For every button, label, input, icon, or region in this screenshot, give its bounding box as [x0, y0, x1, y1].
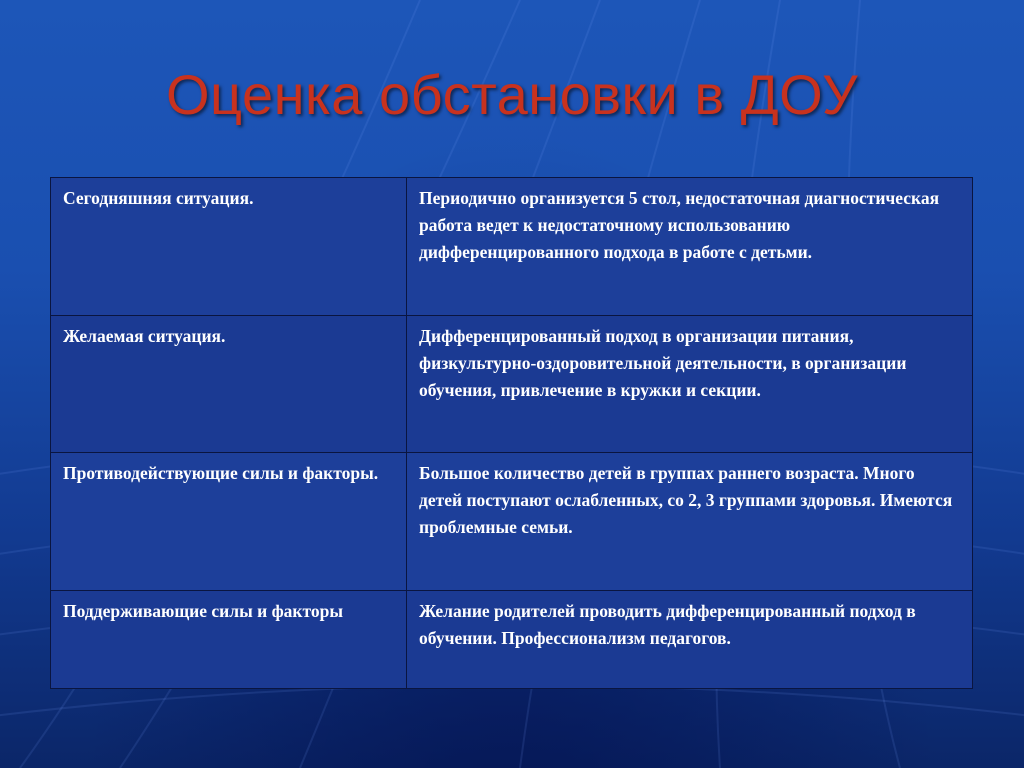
situation-table — [50, 177, 973, 689]
table-row — [51, 590, 973, 688]
row-text-cell: Большое количество детей в группах раннего возраста. Много детей поступают ослабленных, со 2, 3 группами здоровья. Имеются проблемные семьи. — [407, 453, 973, 591]
row-text-cell: Желание родителей проводить дифференцированный подход в обучении. Профессионализм педагогов. — [407, 590, 973, 688]
table-row — [51, 453, 973, 591]
row-label-cell: Поддерживающие силы и факторы — [51, 590, 407, 688]
row-text-cell: Дифференцированный подход в организации питания, физкультурно-оздоровительной деятельности, в организации обучения, привлечение в кружки и секции. — [407, 315, 973, 453]
table-row — [51, 178, 973, 316]
table-row — [51, 315, 973, 453]
slide-title: Оценка обстановки в ДОУ — [165, 63, 859, 126]
row-label-cell: Противодействующие силы и факторы. — [51, 453, 407, 591]
row-label-cell: Желаемая ситуация. — [51, 315, 407, 453]
row-label-cell: Сегодняшняя ситуация. — [51, 178, 407, 316]
row-text-cell: Периодично организуется 5 стол, недостаточная диагностическая работа ведет к недостаточному использованию дифференцированного подхода в работе с детьми. — [407, 178, 973, 316]
